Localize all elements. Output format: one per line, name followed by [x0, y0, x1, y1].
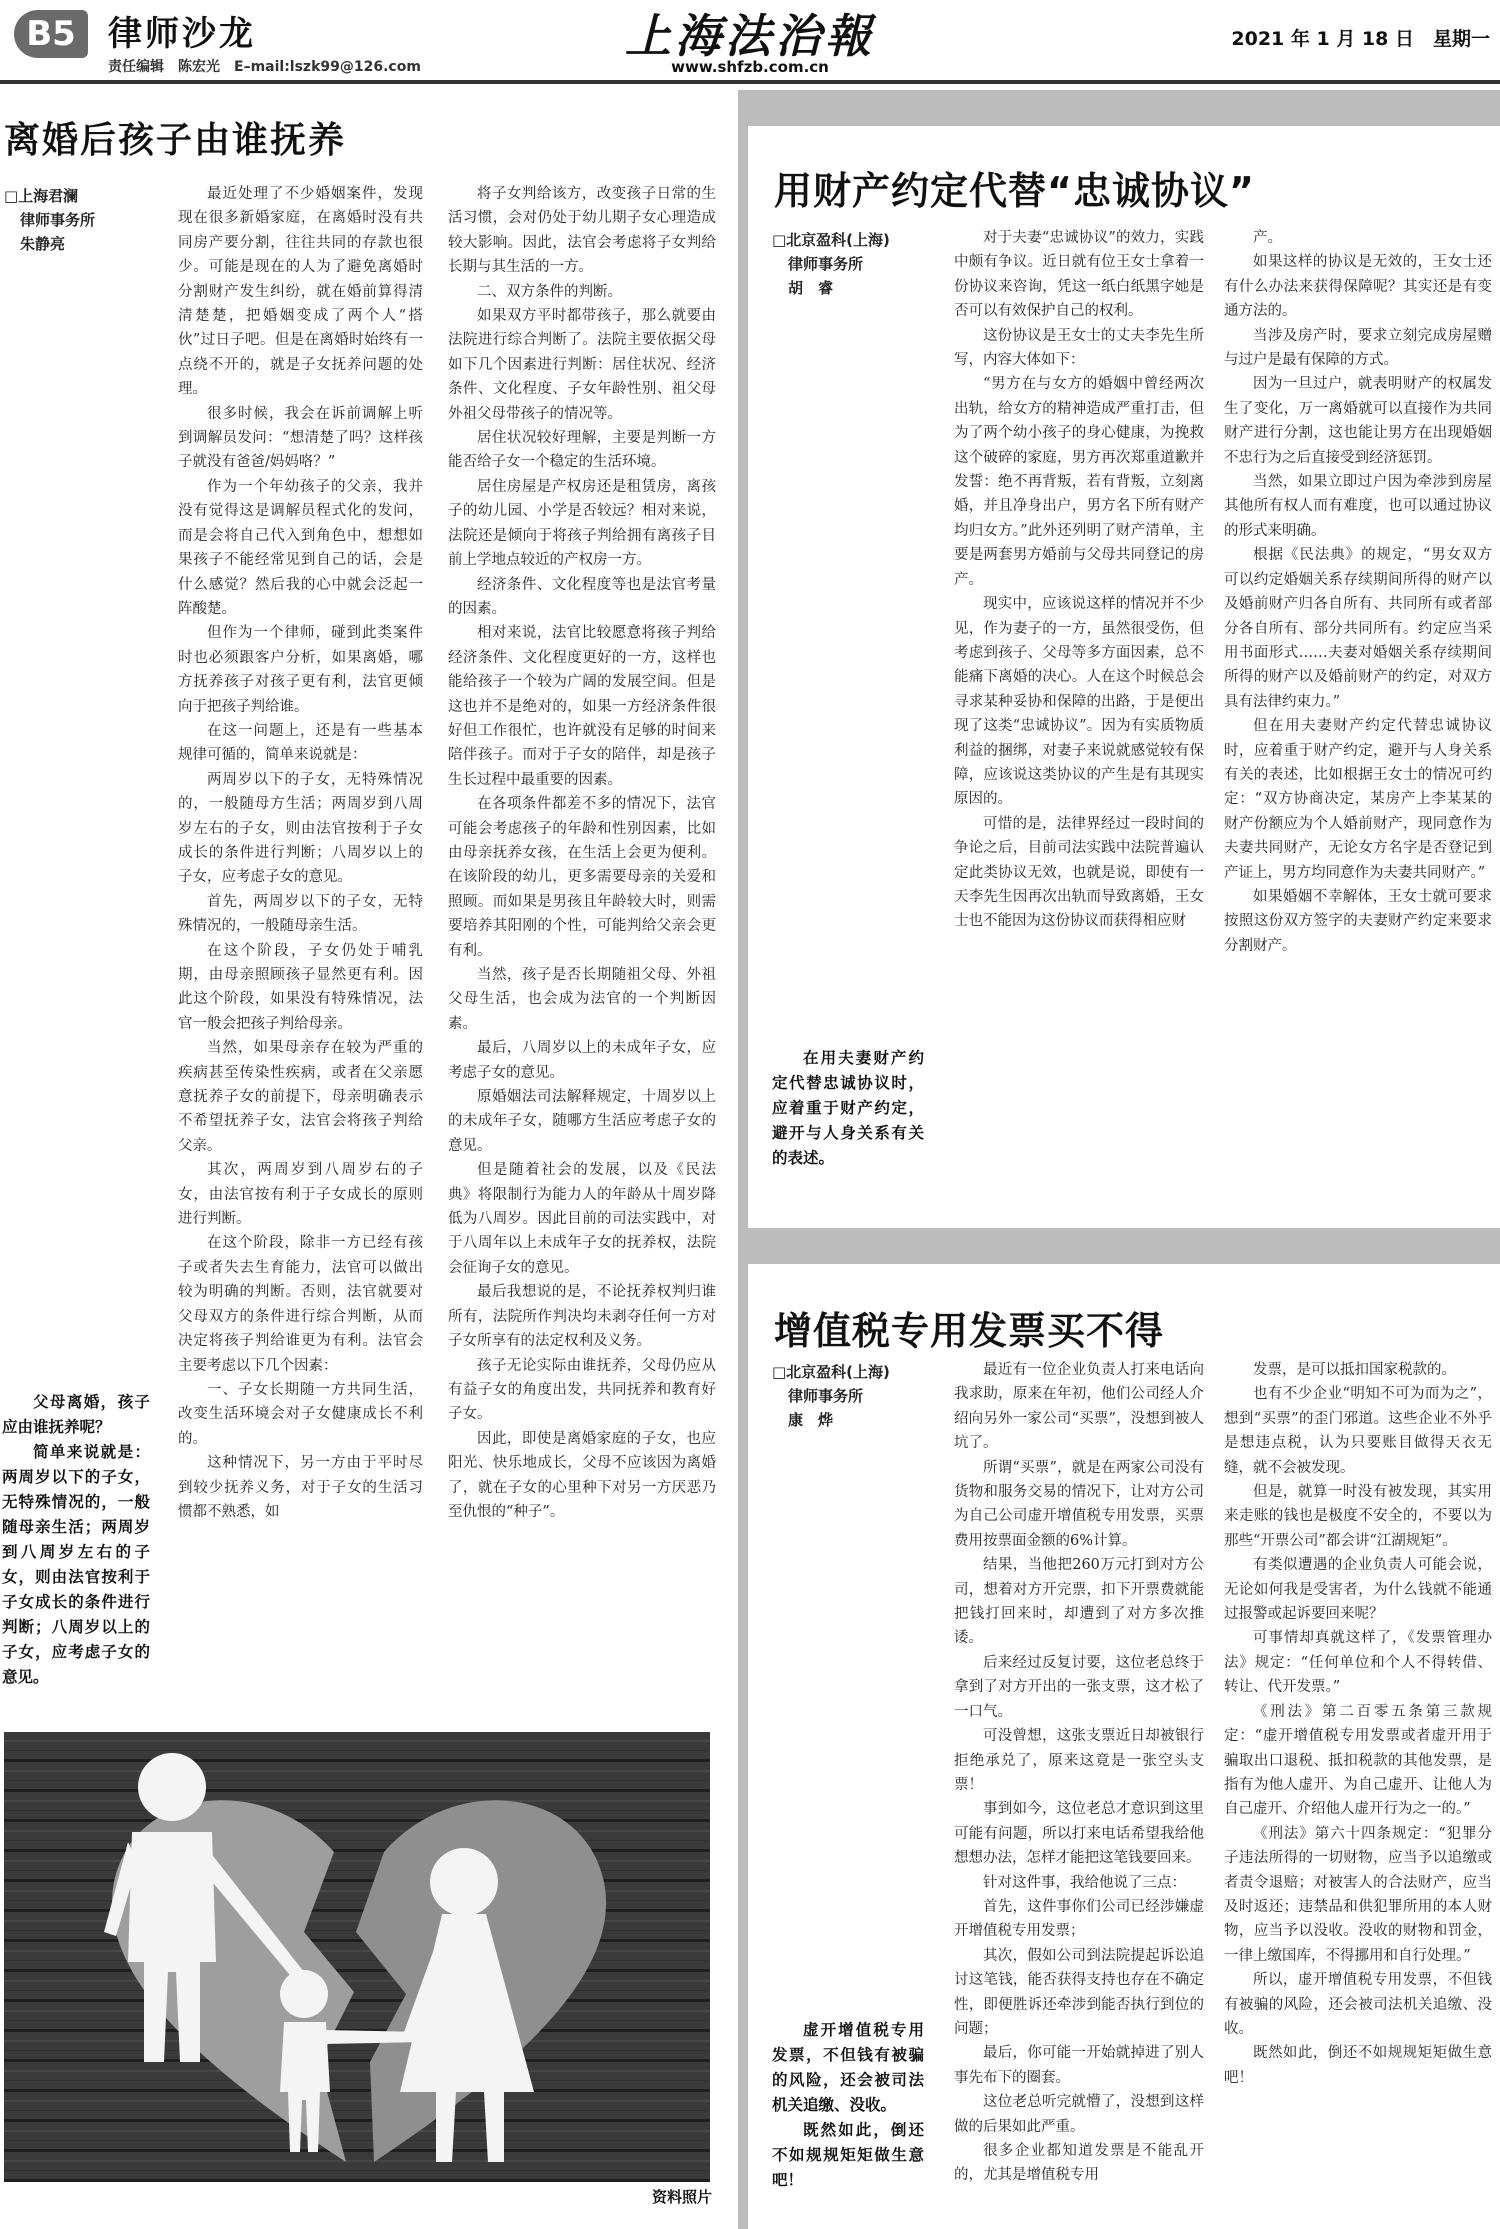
body-paragraph: 但作为一个律师，碰到此类案件时也必须跟客户分析，如果离婚，哪方抚养孩子对孩子更有利，法官更倾向于把孩子判给谁。	[178, 625, 423, 715]
body-paragraph: 但在用夫妻财产约定代替忠诚协议时，应着重于财产约定，避开与人身关系有关的表述，比如根据王女士的情况可约定：“双方协商决定，某房产上李某某的财产份额应为个人婚前财产，现同意作为夫妻共同财产，无论女方名字是否登记到产证上，男方均同意作为夫妻共同财产。”	[1224, 718, 1492, 881]
article-byline	[772, 228, 950, 300]
body-paragraph: 根据《民法典》的规定，“男女双方可以约定婚姻关系存续期间所得的财产以及婚前财产归各自所有、共同所有或者部分各自所有、部分共同所有。约定应当采用书面形式……夫妻对婚姻关系存续期间所得的财产以及婚前财产的约定，对双方具有法律约束力。”	[1224, 547, 1492, 710]
page-number-badge: B5	[14, 10, 88, 58]
body-paragraph: 二、双方条件的判断。	[477, 283, 622, 300]
body-paragraph: 可没曾想，这张支票近日却被银行拒绝承兑了，原来这竟是一张空头支票！	[954, 1728, 1204, 1793]
body-paragraph: 这份协议是王女士的丈夫李先生所写，内容大体如下：	[954, 327, 1204, 369]
article-byline	[772, 1360, 950, 1432]
body-paragraph: 产。	[1253, 230, 1282, 246]
section-divider	[738, 90, 1500, 126]
body-paragraph: 最近处理了不少婚姻案件，发现现在很多新婚家庭，在离婚时没有共同房产要分割，往往共同的存款也很少。可能是现在的人为了避免离婚时分割财产发生纠纷，就在婚前算得清清楚楚，把婚姻变成了两个人“搭伙”过日子吧。但是在离婚时始终有一点绕不开的，就是子女抚养问题的处理。	[178, 186, 423, 398]
byline-line: 胡 睿	[788, 279, 834, 297]
body-paragraph: 首先，这件事你们公司已经涉嫌虚开增值税专用发票；	[954, 1898, 1204, 1940]
body-paragraph: 原婚姻法司法解释规定，十周岁以上的未成年子女，随哪方生活应考虑子女的意见。	[448, 1089, 716, 1154]
body-paragraph: 首先，两周岁以下的子女，无特殊情况的，一般随母亲生活。	[178, 893, 423, 935]
byline-line: □北京盈科(上海)	[772, 231, 890, 249]
article-summary	[772, 1046, 924, 1171]
body-paragraph: 将子女判给该方，改变孩子日常的生活习惯，会对仍处于幼儿期子女心理造成较大影响。因此，法官会考虑将子女判给长期与其生活的一方。	[448, 186, 716, 276]
body-paragraph: 在各项条件都差不多的情况下，法官可能会考虑孩子的年龄和性别因素，比如由母亲抚养女孩，在生活上会更为便利。在该阶段的幼儿，更多需要母亲的关爱和照顾。而如果是男孩且年龄较大时，则需要培养其阳刚的个性，可能判给父亲会更有利。	[448, 796, 716, 959]
body-paragraph: 最后我想说的是，不论抚养权判归谁所有，法院所作判决均未剥夺任何一方对子女所享有的法定权利及义务。	[448, 1284, 716, 1350]
summary-paragraph: 在用夫妻财产约定代替忠诚协议时，应着重于财产约定，避开与人身关系有关的表述。	[772, 1049, 924, 1167]
body-paragraph: 当然，如果母亲存在较为严重的疾病甚至传染性疾病，或者在父亲愿意抚养子女的前提下，母亲明确表示不希望抚养子女，法官会将孩子判给父亲。	[178, 1040, 423, 1154]
body-paragraph: 也有不少企业“明知不可为而为之”，想到“买票”的歪门邪道。这些企业不外乎是想违点税，认为只要账目做得天衣无缝，就不会被发现。	[1224, 1386, 1492, 1476]
family-broken-heart-illustration	[4, 1732, 710, 2182]
body-paragraph: 如果这样的协议是无效的，王女士还有什么办法来获得保障呢？其实还是有变通方法的。	[1224, 254, 1492, 320]
body-paragraph: 最后，你可能一开始就掉进了别人事先布下的圈套。	[954, 2045, 1204, 2086]
body-column	[954, 226, 1204, 1216]
body-paragraph: 《刑法》第二百零五条第三款规定：“虚开增值税专用发票或者虚开用于骗取出口退税、抵扣税款的其他发票，是指有为他人虚开、为自己虚开、让他人为自己虚开、介绍他人虚开行为之一的。”	[1224, 1703, 1492, 1818]
summary-paragraph: 简单来说就是：两周岁以下的子女，无特殊情况的，一般随母亲生活；两周岁到八周岁左右的子女，则由法官按利于子女成长的条件进行判断；八周岁以上的子女，应考虑子女的意见。	[2, 1443, 150, 1686]
body-column	[954, 1358, 1204, 2224]
body-paragraph: 所以，虚开增值税专用发票，不但钱有被骗的风险，还会被司法机关追缴、没收。	[1224, 1972, 1492, 2037]
body-paragraph: 所谓“买票”，就是在两家公司没有货物和服务交易的情况下，让对方公司为自己公司虚开增值税专用发票，买票费用按票面金额的6%计算。	[954, 1459, 1204, 1549]
body-paragraph: 发票，是可以抵扣国家税款的。	[1253, 1362, 1456, 1378]
body-paragraph: 经济条件、文化程度等也是法官考量的因素。	[448, 576, 716, 617]
body-paragraph: 这位老总听完就懵了，没想到这样做的后果如此严重。	[954, 2094, 1204, 2135]
byline-line: □北京盈科(上海)	[772, 1363, 890, 1381]
issue-date: 2021 年 1 月 18 日 星期一	[1231, 28, 1490, 50]
body-paragraph: 有类似遭遇的企业负责人可能会说，无论如何我是受害者，为什么钱就不能通过报警或起诉要回来呢？	[1224, 1557, 1492, 1623]
body-column	[448, 182, 716, 1674]
body-paragraph: 在这个阶段，子女仍处于哺乳期，由母亲照顾孩子显然更有利。因此这个阶段，如果没有特殊情况，法官一般会把孩子判给母亲。	[178, 942, 423, 1032]
body-paragraph: 但是，就算一时没有被发现，其实用来走账的钱也是极度不安全的，不要以为那些“开票公司”都会讲“江湖规矩”。	[1224, 1484, 1492, 1549]
body-paragraph: 当然，如果立即过户因为牵涉到房屋其他所有权人而有难度，也可以通过协议的形式来明确。	[1224, 474, 1492, 539]
article-summary	[2, 1390, 150, 1690]
page-header	[0, 0, 1500, 88]
body-paragraph: 当涉及房产时，要求立刻完成房屋赠与过户是最有保障的方式。	[1224, 327, 1492, 369]
summary-paragraph: 父母离婚，孩子应由谁抚养呢？	[2, 1393, 150, 1436]
body-paragraph: 两周岁以下的子女，无特殊情况的，一般随母方生活；两周岁到八周岁左右的子女，则由法官按利于子女成长的条件进行判断；八周岁以上的子女，应考虑子女的意见。	[178, 771, 423, 886]
summary-paragraph: 虚开增值税专用发票，不但钱有被骗的风险，还会被司法机关追缴、没收。	[772, 2021, 924, 2114]
body-paragraph: 其次，两周岁到八周岁右的子女，由法官按有利于子女成长的原则进行判断。	[178, 1162, 423, 1228]
summary-paragraph: 既然如此，倒还不如规规矩矩做生意吧！	[772, 2121, 924, 2189]
body-column	[178, 182, 423, 1674]
body-paragraph: 可事情却真就这样了，《发票管理办法》规定：“任何单位和个人不得转借、转让、代开发票。”	[1224, 1630, 1492, 1696]
byline-line: 律师事务所	[20, 211, 96, 229]
byline-line: 朱静亮	[20, 235, 66, 253]
body-paragraph: 作为一个年幼孩子的父亲，我并没有觉得这是调解员程式化的发问，而是会将自己代入到角色中，想想如果孩子不能经常见到自己的话，会是什么感觉？然后我的心中就会泛起一阵酸楚。	[178, 478, 423, 617]
header-rule	[0, 80, 1500, 84]
article-byline	[4, 184, 164, 256]
body-paragraph: 居住房屋是产权房还是租赁房，离孩子的幼儿园、小学是否较远？相对来说，法院还是倾向于将孩子判给拥有离孩子目前上学地点较近的产权房一方。	[448, 478, 716, 569]
body-paragraph: 孩子无论实际由谁抚养，父母仍应从有益子女的角度出发，共同抚养和教育好子女。	[448, 1357, 716, 1423]
article-summary	[772, 2018, 924, 2193]
article-title: 用财产约定代替“忠诚协议”	[774, 169, 1255, 213]
body-paragraph: 当然，孩子是否长期随祖父母、外祖父母生活，也会成为法官的一个判断因素。	[448, 967, 716, 1032]
body-paragraph: 针对这件事，我给他说了三点：	[983, 1874, 1186, 1891]
body-paragraph: 这种情况下，另一方由于平时尽到较少抚养义务，对于子女的生活习惯都不熟悉，如	[178, 1455, 423, 1520]
body-paragraph: 居住状况较好理解，主要是判断一方能否给子女一个稳定的生活环境。	[448, 430, 716, 471]
body-paragraph: 因为一旦过户，就表明财产的权属发生了变化，万一离婚就可以直接作为共同财产进行分割，这也能让男方在出现婚姻不忠行为之后直接受到经济惩罚。	[1224, 376, 1492, 466]
body-paragraph: 如果双方平时都带孩子，那么就要由法院进行综合判断了。法院主要依据父母如下几个因素进行判断：居住状况、经济条件、文化程度、子女年龄性别、祖父母外祖父母带孩子的情况等。	[448, 308, 716, 422]
byline-line: 律师事务所	[788, 255, 864, 273]
body-paragraph: 最近有一位企业负责人打来电话向我求助，原来在年初，他们公司经人介绍向另外一家公司“买票”，没想到被人坑了。	[954, 1362, 1204, 1452]
body-paragraph: 最后，八周岁以上的未成年子女，应考虑子女的意见。	[448, 1040, 716, 1081]
column-divider	[738, 90, 748, 2229]
body-paragraph: 很多时候，我会在诉前调解上听到调解员发问：“想清楚了吗？这样孩子就没有爸爸/妈妈咯？”	[178, 405, 423, 471]
article-title: 离婚后孩子由谁抚养	[4, 120, 347, 161]
byline-line: 康 烨	[788, 1411, 834, 1429]
section-title: 律师沙龙	[108, 14, 256, 54]
website-url: www.shfzb.com.cn	[671, 58, 829, 76]
body-paragraph: 可惜的是，法律界经过一段时间的争论之后，目前司法实践中法院普遍认定此类协议无效，也就是说，即使有一天李先生因再次出轨而导致离婚，王女士也不能因为这份协议而获得相应财	[954, 815, 1204, 930]
body-paragraph: “男方在与女方的婚姻中曾经两次出轨，给女方的精神造成严重打击，但为了两个幼小孩子的身心健康，为挽救这个破碎的家庭，男方再次郑重道歉并发誓：绝不再背叛，若有背叛，立刻离婚，并且净身出户，男方名下所有财产均归女方。”此外还列明了财产清单，主要是两套男方婚前与父母共同登记的房产。	[954, 376, 1204, 588]
editor-info: 责任编辑 陈宏光 E–mail:lszk99@126.com	[108, 59, 421, 75]
article-title: 增值税专用发票买不得	[774, 1309, 1165, 1353]
body-paragraph: 在这个阶段，除非一方已经有孩子或者失去生育能力，法官可以做出较为明确的判断。否则，法官就要对父母双方的条件进行综合判断，从而决定将孩子判给谁更为有利。法官会主要考虑以下几个因素：	[178, 1235, 423, 1374]
body-paragraph: 如果婚姻不幸解体，王女士就可要求按照这份双方签字的夫妻财产约定来要求分割财产。	[1224, 888, 1492, 954]
body-paragraph: 很多企业都知道发票是不能乱开的，尤其是增值税专用	[954, 2143, 1204, 2184]
byline-line: □上海君澜	[4, 187, 79, 205]
body-paragraph: 一、子女长期随一方共同生活，改变生活环境会对子女健康成长不利的。	[178, 1381, 423, 1447]
body-paragraph: 其次，假如公司到法院提起诉讼追讨这笔钱，能否获得支持也存在不确定性，即便胜诉还牵涉到能否执行到位的问题；	[954, 1947, 1204, 2037]
body-paragraph: 后来经过反复讨要，这位老总终于拿到了对方开出的一张支票，这才松了一口气。	[954, 1654, 1204, 1720]
body-paragraph: 既然如此，倒还不如规规矩矩做生意吧！	[1224, 2045, 1492, 2086]
body-paragraph: 因此，即使是离婚家庭的子女，也应阳光、快乐地成长，父母不应该因为离婚了，就在子女的心里种下对另一方厌恶乃至仇恨的“种子”。	[448, 1430, 716, 1520]
photo-caption: 资料照片	[651, 2188, 712, 2206]
body-paragraph: 但是随着社会的发展，以及《民法典》将限制行为能力人的年龄从十周岁降低为八周岁。因此目前的司法实践中，对于八周年以上未成年子女的抚养权，法院会征询子女的意见。	[448, 1162, 716, 1276]
newspaper-masthead: 上海法治報	[625, 9, 875, 63]
body-paragraph: 相对来说，法官比较愿意将孩子判给经济条件、文化程度更好的一方，这样也能给孩子一个较为广阔的发展空间。但是这也并不是绝对的，如果一方经济条件很好但工作很忙，也许就没有足够的时间来陪伴孩子。而对于子女的陪伴，却是孩子生长过程中最重要的因素。	[448, 625, 716, 788]
section-divider	[738, 1228, 1500, 1264]
body-paragraph: 在这一问题上，还是有一些基本规律可循的，简单来说就是：	[178, 722, 423, 764]
body-paragraph: 《刑法》第六十四条规定：“犯罪分子违法所得的一切财物，应当予以追缴或者责令退赔；对被害人的合法财产，应当及时返还；违禁品和供犯罪所用的本人财物，应当予以没收。没收的财物和罚金，一律上缴国库，不得挪用和自行处理。”	[1224, 1825, 1492, 1964]
body-paragraph: 结果，当他把260万元打到对方公司，想着对方开完票，扣下开票费就能把钱打回来时，却遭到了对方多次推诿。	[954, 1557, 1204, 1647]
body-column	[1224, 1358, 1492, 2224]
article-photo	[4, 1732, 710, 2182]
body-paragraph: 事到如今，这位老总才意识到这里可能有问题，所以打来电话希望我给他想想办法，怎样才能把这笔钱要回来。	[954, 1801, 1204, 1867]
body-paragraph: 现实中，应该说这样的情况并不少见，作为妻子的一方，虽然很受伤，但考虑到孩子、父母等多方面因素，总不能痛下离婚的决心。人在这个时候总会寻求某种妥协和保障的出路，于是便出现了这类“忠诚协议”。因为有实质物质利益的捆绑，对妻子来说就感觉较有保障，应该说这类协议的产生是有其现实原因的。	[954, 596, 1204, 808]
byline-line: 律师事务所	[788, 1387, 864, 1405]
body-paragraph: 对于夫妻“忠诚协议”的效力，实践中颇有争议。近日就有位王女士拿着一份协议来咨询，凭这一纸白纸黑字她是否可以有效保护自己的权利。	[954, 230, 1204, 320]
body-column	[1224, 226, 1492, 1216]
